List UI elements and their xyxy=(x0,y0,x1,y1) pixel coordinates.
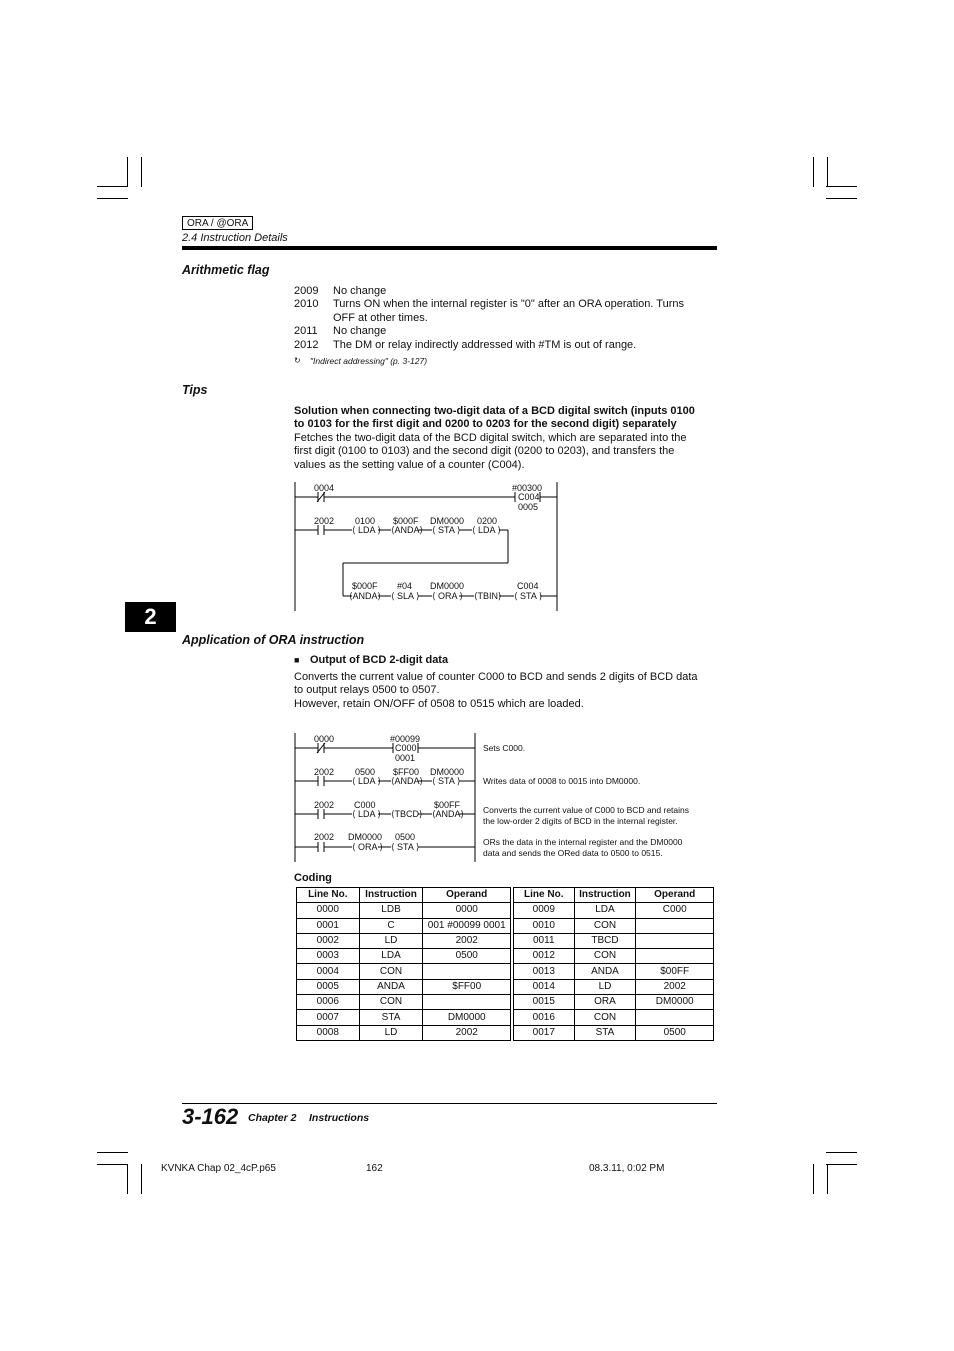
ladder-instruction-text: LDA xyxy=(358,776,376,786)
table-cell: 0002 xyxy=(297,933,360,948)
ladder-instruction: ⟨ STA ⟩ xyxy=(391,842,420,852)
table-row xyxy=(297,995,511,1010)
table-cell: 0003 xyxy=(297,949,360,964)
table-cell: 001 #00099 0001 xyxy=(423,918,511,933)
ladder-address: 0200 xyxy=(477,516,498,526)
table-cell: DM0000 xyxy=(636,995,714,1010)
footer-chapter: Chapter 2 xyxy=(248,1112,297,1124)
table-cell: CON xyxy=(359,995,423,1010)
ladder-address: #04 xyxy=(397,581,413,591)
table-cell: 0017 xyxy=(514,1025,575,1040)
print-file-name: KVNKA Chap 02_4cP.p65 xyxy=(161,1163,276,1174)
table-cell: 0004 xyxy=(297,964,360,979)
table-cell: LDA xyxy=(359,949,423,964)
ladder-address: C000 xyxy=(354,800,376,810)
table-row xyxy=(297,1010,511,1025)
rung-annotation: Writes data of 0008 to 0015 into DM0000. xyxy=(483,776,641,786)
table-cell: C000 xyxy=(636,903,714,918)
ladder-address: 2002 xyxy=(314,767,335,777)
ladder-address: $00FF xyxy=(434,800,461,810)
ladder-address: 2002 xyxy=(314,832,335,842)
flag-code: 2011 xyxy=(294,325,318,337)
ladder-instruction: ⟨TBIN⟩ xyxy=(474,591,502,601)
ladder-instruction-text: STA xyxy=(397,842,414,852)
ladder-coil: C000 xyxy=(395,743,417,753)
table-cell: 0009 xyxy=(514,903,575,918)
table-row xyxy=(514,933,714,948)
table-row xyxy=(297,933,511,948)
table-cell xyxy=(636,949,714,964)
ladder-instruction: ⟨ STA ⟩ xyxy=(514,591,543,601)
ladder-address: $FF00 xyxy=(393,767,420,777)
table-cell: DM0000 xyxy=(423,1010,511,1025)
rung-annotation: Sets C000. xyxy=(483,743,526,753)
flag-desc: No change xyxy=(333,325,387,337)
table-row xyxy=(297,964,511,979)
table-cell xyxy=(636,918,714,933)
table-cell: 0007 xyxy=(297,1010,360,1025)
table-cell xyxy=(423,995,511,1010)
ladder-instruction: ⟨ANDA⟩ xyxy=(349,591,382,601)
ladder-address: 0500 xyxy=(355,767,376,777)
table-cell: 0012 xyxy=(514,949,575,964)
coding-table-right xyxy=(513,887,714,1041)
ladder-address: 0100 xyxy=(355,516,376,526)
table-cell: 0008 xyxy=(297,1025,360,1040)
table-cell: 0000 xyxy=(423,903,511,918)
subheading: Output of BCD 2-digit data xyxy=(310,654,449,666)
table-cell: TBCD xyxy=(574,933,636,948)
table-row xyxy=(514,964,714,979)
table-row xyxy=(297,1025,511,1040)
table-cell: 0005 xyxy=(297,979,360,994)
ladder-address: DM0000 xyxy=(430,767,465,777)
table-cell: LDA xyxy=(574,903,636,918)
ladder-instruction-text: TBIN xyxy=(477,591,499,601)
ladder-instruction-text: LDA xyxy=(478,525,496,535)
ladder-address: DM0000 xyxy=(430,516,465,526)
table-cell: 0010 xyxy=(514,918,575,933)
table-cell: ANDA xyxy=(574,964,636,979)
table-cell: 2002 xyxy=(423,933,511,948)
ladder-instruction: ⟨ ORA ⟩ xyxy=(432,591,464,601)
tips-bold-line: Solution when connecting two-digit data of a BCD digital switch (inputs 0100 xyxy=(294,405,695,417)
ladder-address: 0001 xyxy=(395,753,416,763)
table-cell: 0500 xyxy=(636,1025,714,1040)
coding-table-left xyxy=(296,887,511,1041)
section-title: 2.4 Instruction Details xyxy=(182,232,288,244)
ladder-instruction-text: LDA xyxy=(358,809,376,819)
flag-code: 2009 xyxy=(294,285,319,297)
ladder-address: 0005 xyxy=(518,502,539,512)
table-header-row xyxy=(514,888,714,903)
column-header: Operand xyxy=(423,888,511,903)
ladder-instruction-text: ANDA xyxy=(394,776,420,786)
table-cell: 0011 xyxy=(514,933,575,948)
table-cell: 0001 xyxy=(297,918,360,933)
table-header-row xyxy=(297,888,511,903)
table-cell: ORA xyxy=(574,995,636,1010)
table-cell: $FF00 xyxy=(423,979,511,994)
table-cell xyxy=(636,933,714,948)
ladder-address: DM0000 xyxy=(348,832,383,842)
ladder-instruction-text: ANDA xyxy=(352,591,378,601)
ladder-address: #00300 xyxy=(512,483,543,493)
table-cell: CON xyxy=(574,918,636,933)
instruction-tag: ORA / @ORA xyxy=(182,216,253,230)
print-date: 08.3.11, 0:02 PM xyxy=(589,1163,665,1174)
flag-desc: OFF at other times. xyxy=(333,312,428,324)
ladder-instruction: ⟨ ORA ⟩ xyxy=(352,842,384,852)
table-cell: ANDA xyxy=(359,979,423,994)
application-body-line: to output relays 0500 to 0507. xyxy=(294,684,440,696)
table-row xyxy=(514,1010,714,1025)
ladder-instruction: ⟨ LDA ⟩ xyxy=(352,776,382,786)
table-row xyxy=(297,903,511,918)
reference-icon: ↻ xyxy=(294,356,301,365)
ladder-instruction: ⟨TBCD⟩ xyxy=(391,809,423,819)
table-row xyxy=(514,903,714,918)
ladder-instruction: ⟨ANDA⟩ xyxy=(432,809,465,819)
ladder-instruction-text: ANDA xyxy=(435,809,461,819)
ladder-instruction-text: STA xyxy=(520,591,537,601)
table-row xyxy=(514,995,714,1010)
table-cell: CON xyxy=(574,1010,636,1025)
ladder-instruction: ⟨ LDA ⟩ xyxy=(352,809,382,819)
ladder-instruction: ⟨ STA ⟩ xyxy=(432,776,461,786)
table-cell: 0006 xyxy=(297,995,360,1010)
footer-rule xyxy=(182,1103,717,1104)
column-header: Instruction xyxy=(574,888,636,903)
flag-desc: The DM or relay indirectly addressed with #TM is out of range. xyxy=(333,339,637,351)
ladder-instruction-text: ORA xyxy=(358,842,378,852)
table-row xyxy=(297,918,511,933)
flag-code: 2010 xyxy=(294,298,319,310)
ladder-coil: C004 xyxy=(518,492,540,502)
table-row xyxy=(297,949,511,964)
table-cell: STA xyxy=(359,1010,423,1025)
flag-desc: Turns ON when the internal register is "0" after an ORA operation. Turns xyxy=(333,298,685,310)
rung-annotation: data and sends the ORed data to 0500 to 0515. xyxy=(483,848,663,858)
ladder-instruction: ⟨ANDA⟩ xyxy=(391,525,424,535)
ladder-instruction: ⟨ANDA⟩ xyxy=(391,776,424,786)
table-cell: LD xyxy=(359,933,423,948)
ladder-instruction: ⟨ SLA ⟩ xyxy=(391,591,420,601)
ladder-address: 0500 xyxy=(395,832,416,842)
ladder-address: $000F xyxy=(352,581,378,591)
table-cell xyxy=(636,1010,714,1025)
table-row xyxy=(514,918,714,933)
table-row xyxy=(297,979,511,994)
application-heading: Application of ORA instruction xyxy=(182,633,365,647)
table-cell: 0014 xyxy=(514,979,575,994)
table-cell: CON xyxy=(574,949,636,964)
ladder-instruction-text: SLA xyxy=(397,591,414,601)
column-header: Line No. xyxy=(514,888,575,903)
ladder-instruction-text: STA xyxy=(438,525,455,535)
print-sheet-number: 162 xyxy=(366,1163,383,1174)
tips-body-line: values as the setting value of a counter (C004). xyxy=(294,459,525,471)
rung-annotation: Converts the current value of C000 to BCD and retains xyxy=(483,805,689,815)
application-body-line: However, retain ON/OFF of 0508 to 0515 which are loaded. xyxy=(294,698,584,710)
table-cell: LD xyxy=(359,1025,423,1040)
column-header: Line No. xyxy=(297,888,360,903)
table-cell: CON xyxy=(359,964,423,979)
ladder-instruction: ⟨ STA ⟩ xyxy=(432,525,461,535)
column-header: Operand xyxy=(636,888,714,903)
ladder-address: 0004 xyxy=(314,483,335,493)
rung-annotation: ORs the data in the internal register and the DM0000 xyxy=(483,837,683,847)
tips-body-line: Fetches the two-digit data of the BCD digital switch, which are separated into the xyxy=(294,432,687,444)
footer-chapter-title: Instructions xyxy=(309,1112,370,1124)
ladder-instruction-text: ANDA xyxy=(394,525,420,535)
table-cell: LDB xyxy=(359,903,423,918)
tips-bold-line: to 0103 for the first digit and 0200 to 0203 for the second digit) separately xyxy=(294,418,677,430)
page-reference-link[interactable]: "Indirect addressing" (p. 3-127) xyxy=(310,356,428,366)
page-number: 3-162 xyxy=(182,1104,239,1129)
table-row xyxy=(514,949,714,964)
ladder-instruction-text: TBCD xyxy=(394,809,420,819)
ladder-instruction: ⟨ LDA ⟩ xyxy=(472,525,502,535)
ladder-address: #00099 xyxy=(390,734,421,744)
table-cell: 2002 xyxy=(423,1025,511,1040)
ladder-instruction: ⟨ LDA ⟩ xyxy=(352,525,382,535)
ladder-address: 2002 xyxy=(314,800,335,810)
table-cell: 0000 xyxy=(297,903,360,918)
ladder-instruction-text: ORA xyxy=(438,591,458,601)
table-cell: C xyxy=(359,918,423,933)
chapter-tab: 2 xyxy=(125,602,176,632)
arithmetic-flag-heading: Arithmetic flag xyxy=(182,263,270,277)
ladder-address: 2002 xyxy=(314,516,335,526)
table-cell: 0015 xyxy=(514,995,575,1010)
table-cell: 0013 xyxy=(514,964,575,979)
tips-heading: Tips xyxy=(182,383,208,397)
table-cell: 0500 xyxy=(423,949,511,964)
table-row xyxy=(514,979,714,994)
ladder-instruction-text: STA xyxy=(438,776,455,786)
tips-body-line: first digit (0100 to 0103) and the second digit (0200 to 0203), and transfers the xyxy=(294,445,675,457)
ladder-address: C004 xyxy=(517,581,539,591)
ladder-instruction-text: LDA xyxy=(358,525,376,535)
flag-code: 2012 xyxy=(294,339,319,351)
table-cell: 2002 xyxy=(636,979,714,994)
table-row xyxy=(514,1025,714,1040)
table-cell: LD xyxy=(574,979,636,994)
table-cell xyxy=(423,964,511,979)
table-cell: STA xyxy=(574,1025,636,1040)
ladder-address: 0000 xyxy=(314,734,335,744)
table-cell: 0016 xyxy=(514,1010,575,1025)
bullet-icon: ■ xyxy=(294,655,300,665)
flag-desc: No change xyxy=(333,285,387,297)
column-header: Instruction xyxy=(359,888,423,903)
ladder-address: DM0000 xyxy=(430,581,465,591)
table-cell: $00FF xyxy=(636,964,714,979)
ladder-address: $000F xyxy=(393,516,419,526)
coding-heading: Coding xyxy=(294,872,332,884)
rung-annotation: the low-order 2 digits of BCD in the internal register. xyxy=(483,816,678,826)
application-body-line: Converts the current value of counter C000 to BCD and sends 2 digits of BCD data xyxy=(294,671,698,683)
